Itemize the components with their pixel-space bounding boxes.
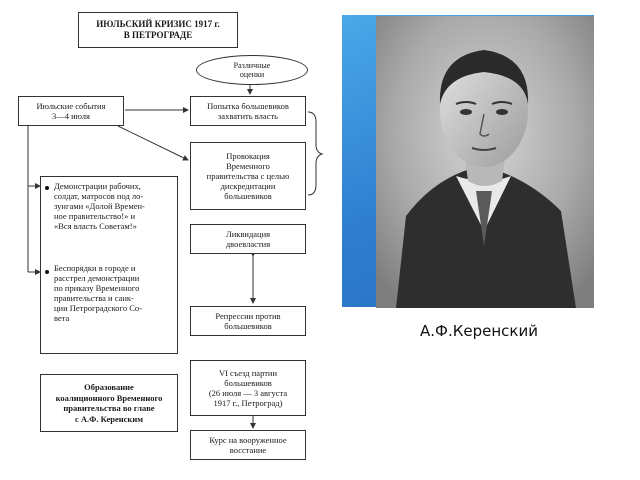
coalition-box: Образование коалиционного Временного правительства во главе с А.Ф. Керенским bbox=[40, 374, 178, 432]
dual-power-box: Ликвидация двоевластия bbox=[190, 224, 306, 254]
kerensky-portrait bbox=[376, 16, 594, 308]
bullet-item-2: Беспорядки в городе и расстрел демонстрации по приказу Временного правительства и санк- ции Петроградского Со- вета bbox=[54, 263, 142, 323]
provocation-box: Провокация Временного правительства с целью дискредитации большевиков bbox=[190, 142, 306, 210]
attempt-box: Попытка большевиков захватить власть bbox=[190, 96, 306, 126]
bullet-dot-1 bbox=[45, 186, 49, 190]
armed-uprising-box: Курс на вооруженное восстание bbox=[190, 430, 306, 460]
assessment-ellipse: Различные оценки bbox=[196, 55, 308, 85]
portrait-icon bbox=[376, 16, 594, 308]
repression-box: Репрессии против большевиков bbox=[190, 306, 306, 336]
events-box: Июльские события 3—4 июля bbox=[18, 96, 124, 126]
brace-right bbox=[308, 112, 322, 195]
bullet-item-1: Демонстрации рабочих, солдат, матросов под ло- зунгами «Долой Времен- ное правительство!» и «Вся власть Советам!» bbox=[54, 181, 145, 231]
congress-box: VI съезд партии большевиков (26 июля — 3 августа 1917 г., Петроград) bbox=[190, 360, 306, 416]
portrait-caption: А.Ф.Керенский bbox=[420, 322, 538, 340]
diagram-title: ИЮЛЬСКИЙ КРИЗИС 1917 г. В ПЕТРОГРАДЕ bbox=[78, 12, 238, 48]
bullet-dot-2 bbox=[45, 270, 49, 274]
arrow-events-provocation bbox=[118, 126, 188, 160]
